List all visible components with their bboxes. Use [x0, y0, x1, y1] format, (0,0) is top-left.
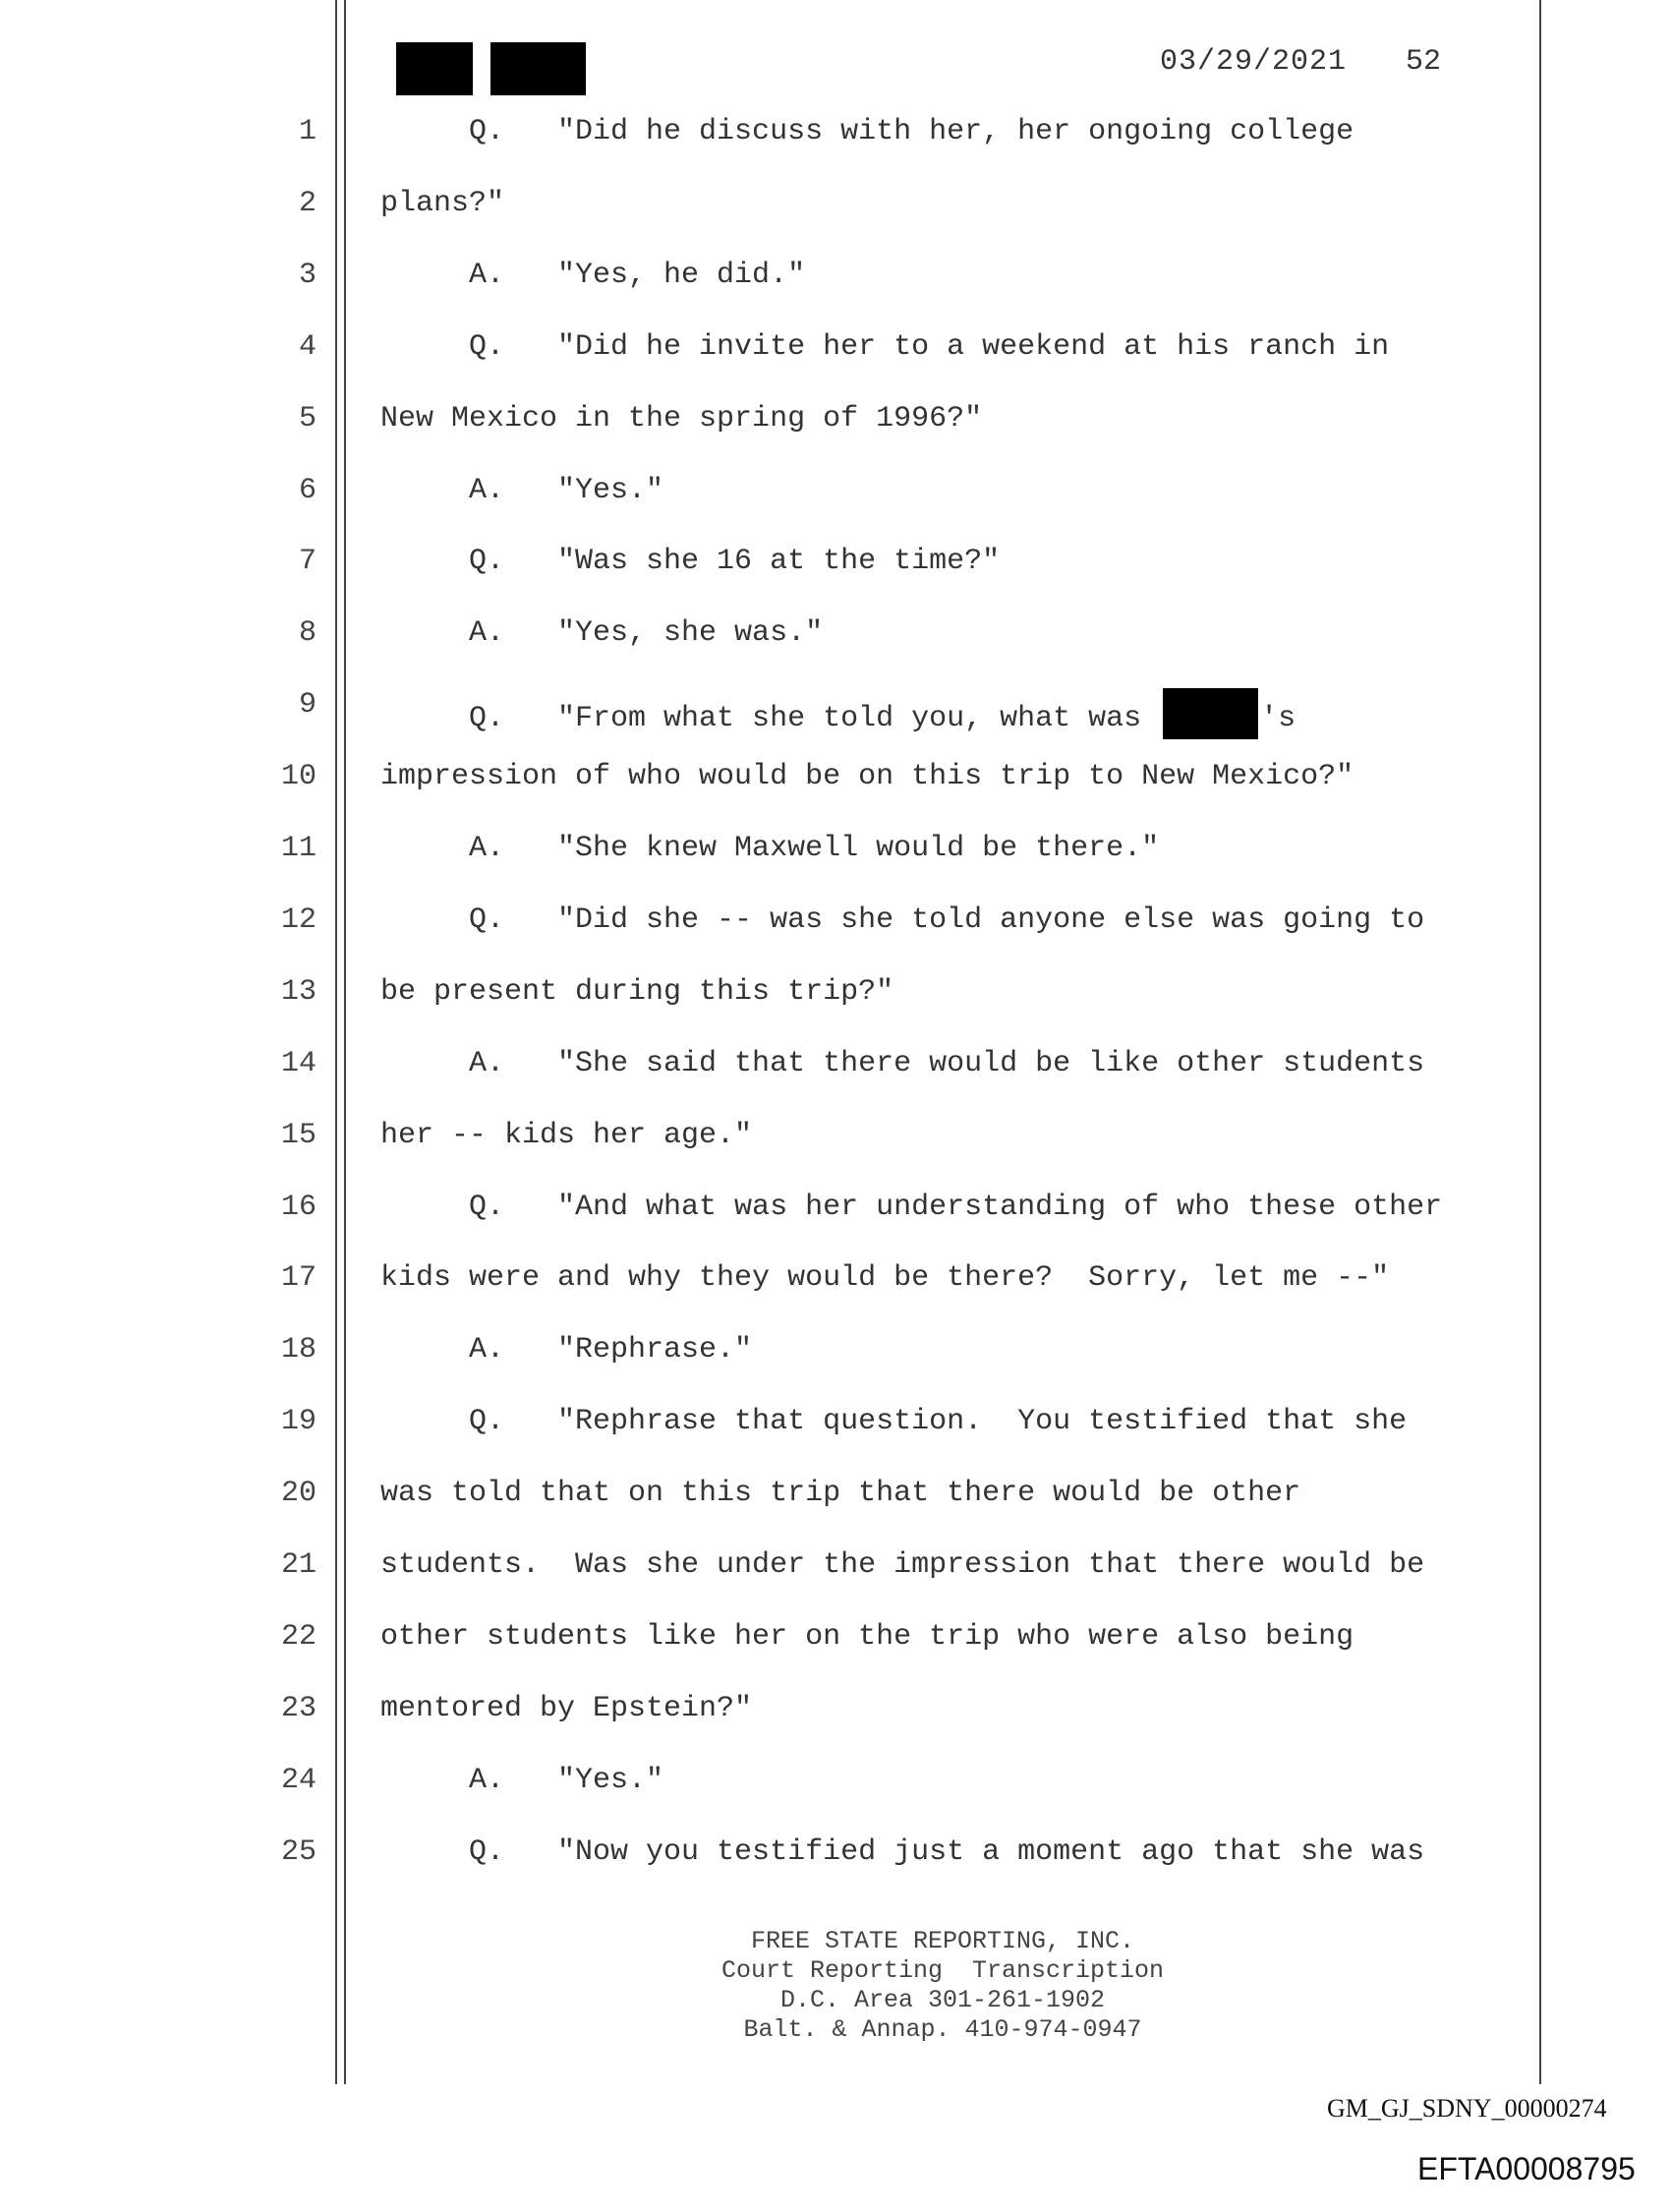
footer-dc-phone: D.C. Area 301-261-1902: [779, 1986, 1106, 2014]
bates-number: GM_GJ_SDNY_00000274: [1327, 2094, 1607, 2123]
transcript-line: [380, 688, 1296, 739]
transcript-line: A. "Yes, he did.": [380, 259, 806, 292]
line-number: 23: [280, 1692, 317, 1725]
line-number: 5: [298, 402, 317, 436]
line-number: 9: [298, 688, 317, 722]
transcript-line: Q. "Did she -- was she told anyone else was going to: [380, 903, 1425, 937]
page-number: 52: [1406, 45, 1442, 79]
line-number: 10: [280, 760, 317, 793]
transcript-line: A. "Yes.": [380, 474, 664, 507]
transcript-line: A. "Rephrase.": [380, 1333, 753, 1367]
line-number: 1: [298, 115, 317, 148]
footer-services: Court Reporting Transcription: [720, 1956, 1165, 1985]
transcript-line: Q. "Rephrase that question. You testified that she: [380, 1405, 1408, 1438]
transcript-line: mentored by Epstein?": [380, 1692, 753, 1725]
transcript-line: Q. "And what was her understanding of who these other: [380, 1191, 1443, 1224]
transcript-line-part: Q. "From what she told you, what was: [380, 702, 1160, 735]
line-number: 20: [280, 1477, 317, 1510]
line-number: 3: [298, 259, 317, 292]
transcript-line: A. "Yes, she was.": [380, 616, 824, 650]
transcript-line: New Mexico in the spring of 1996?": [380, 402, 983, 436]
footer-balt-phone: Balt. & Annap. 410-974-0947: [743, 2015, 1142, 2044]
transcript-line: plans?": [380, 187, 505, 220]
line-number: 8: [298, 616, 317, 650]
right-margin-rule: [1539, 0, 1541, 2084]
transcript-line: Q. "Now you testified just a moment ago that she was: [380, 1835, 1425, 1869]
line-number: 4: [298, 330, 317, 364]
transcript-line: other students like her on the trip who were also being: [380, 1620, 1354, 1654]
transcript-line: Q. "Was she 16 at the time?": [380, 545, 1001, 578]
header-date: 03/29/2021: [1160, 45, 1348, 79]
transcript-line: was told that on this trip that there would be other: [380, 1477, 1301, 1510]
transcript-line: A. "Yes.": [380, 1764, 664, 1797]
line-number: 11: [280, 832, 317, 865]
redaction-box: [490, 42, 586, 95]
line-number: 6: [298, 474, 317, 507]
line-number: 24: [280, 1764, 317, 1797]
left-margin-rule-inner: [344, 0, 346, 2084]
line-number: 14: [280, 1047, 317, 1080]
efta-number: EFTA00008795: [1417, 2151, 1636, 2186]
transcript-line: kids were and why they would be there? Sorry, let me --": [380, 1261, 1390, 1295]
line-number: 7: [298, 545, 317, 578]
line-number: 15: [280, 1119, 317, 1152]
transcript-line: A. "She knew Maxwell would be there.": [380, 832, 1160, 865]
line-number: 16: [280, 1191, 317, 1224]
line-number: 25: [280, 1835, 317, 1869]
line-number: 19: [280, 1405, 317, 1438]
left-margin-rule: [335, 0, 337, 2084]
line-number: 12: [280, 903, 317, 937]
redaction-box: [396, 42, 473, 95]
transcript-line-part: 's: [1260, 702, 1296, 735]
line-number: 13: [280, 975, 317, 1009]
footer-company: FREE STATE REPORTING, INC.: [750, 1927, 1135, 1955]
transcript-line: Q. "Did he invite her to a weekend at his ranch in: [380, 330, 1390, 364]
line-number: 22: [280, 1620, 317, 1654]
line-number: 17: [280, 1261, 317, 1295]
transcript-line: A. "She said that there would be like other students: [380, 1047, 1425, 1080]
transcript-line: her -- kids her age.": [380, 1119, 753, 1152]
line-number: 18: [280, 1333, 317, 1367]
transcript-line: be present during this trip?": [380, 975, 894, 1009]
transcript-line: impression of who would be on this trip to New Mexico?": [380, 760, 1354, 793]
redaction-box: [1163, 688, 1258, 739]
transcript-line: students. Was she under the impression that there would be: [380, 1548, 1425, 1582]
line-number: 21: [280, 1548, 317, 1582]
line-number: 2: [298, 187, 317, 220]
transcript-line: Q. "Did he discuss with her, her ongoing college: [380, 115, 1354, 148]
